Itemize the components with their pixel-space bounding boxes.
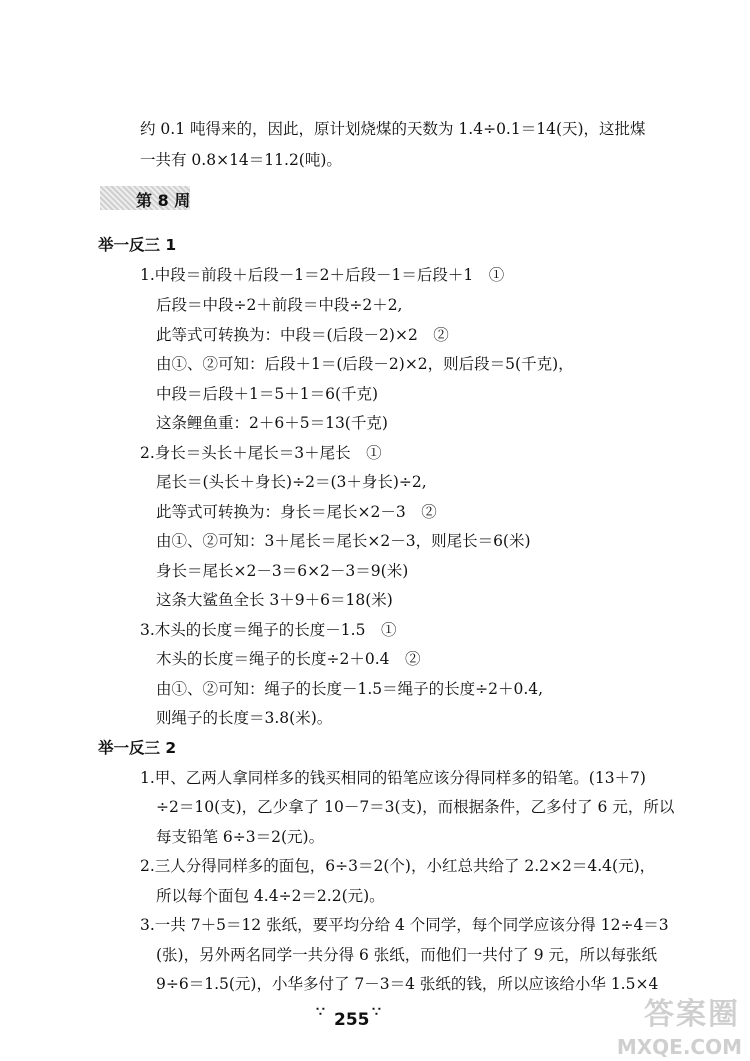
watermark-top-text: 答案圈: [644, 997, 740, 1032]
week-heading: 第 8 周: [136, 191, 191, 210]
text-line: 木头的长度＝绳子的长度÷2＋0.4 ②: [156, 650, 421, 668]
section-heading: 举一反三 1: [98, 236, 177, 254]
text-line: 每支铅笔 6÷3＝2(元)。: [156, 828, 325, 846]
text-line: 由①、②可知：绳子的长度－1.5＝绳子的长度÷2＋0.4,: [156, 680, 544, 698]
text-line: (张)，另外两名同学一共分得 6 张纸，而他们一共付了 9 元，所以每张纸: [156, 946, 658, 964]
text-line: 1.甲、乙两人拿同样多的钱买相同的铅笔应该分得同样多的铅笔。(13＋7): [140, 769, 646, 787]
text-line: 这条鲤鱼重：2＋6＋5＝13(千克): [156, 414, 388, 432]
text-line: 身长＝尾长×2－3＝6×2－3＝9(米): [156, 562, 409, 580]
text-line: 此等式可转换为：身长＝尾长×2－3 ②: [156, 503, 437, 521]
text-line: 中段＝后段＋1＝5＋1＝6(千克): [156, 385, 379, 403]
decorative-dots: ∵: [316, 1004, 325, 1020]
text-line: 后段＝中段÷2＋前段＝中段÷2＋2,: [156, 296, 403, 314]
text-line: 所以每个面包 4.4÷2＝2.2(元)。: [156, 887, 385, 905]
text-line: 3.木头的长度＝绳子的长度－1.5 ①: [140, 621, 397, 639]
section-heading: 举一反三 2: [98, 739, 177, 757]
text-line: 由①、②可知：3＋尾长＝尾长×2－3，则尾长＝6(米): [156, 532, 531, 550]
text-line: 9÷6＝1.5(元)，小华多付了 7－3＝4 张纸的钱，所以应该给小华 1.5×4: [156, 975, 659, 993]
text-line: 则绳子的长度＝3.8(米)。: [156, 709, 333, 727]
text-line: 1.中段＝前段＋后段－1＝2＋后段－1＝后段＋1 ①: [140, 266, 505, 284]
text-line: 由①、②可知：后段＋1＝(后段－2)×2，则后段＝5(千克)，: [156, 355, 574, 373]
text-line: 一共有 0.8×14＝11.2(吨)。: [140, 151, 342, 169]
watermark-logo: [604, 989, 744, 1059]
decorative-dots: ∵: [372, 1004, 381, 1020]
text-line: 2.三人分得同样多的面包，6÷3＝2(个)，小红总共给了 2.2×2＝4.4(元)，: [140, 857, 656, 875]
text-line: 3.一共 7＋5＝12 张纸，要平均分给 4 个同学，每个同学应该分得 12÷4＝3: [140, 916, 669, 934]
page-number: 255: [334, 1010, 370, 1030]
text-line: 2.身长＝头长＋尾长＝3＋尾长 ①: [140, 444, 382, 462]
text-line: 约 0.1 吨得来的，因此，原计划烧煤的天数为 1.4÷0.1＝14(天)，这批煤: [140, 120, 646, 138]
text-line: 这条大鲨鱼全长 3＋9＋6＝18(米): [156, 591, 393, 609]
text-line: 此等式可转换为：中段＝(后段－2)×2 ②: [156, 326, 449, 344]
text-line: 尾长＝(头长＋身长)÷2＝(3＋身长)÷2,: [156, 473, 427, 491]
text-line: ÷2＝10(支)，乙少拿了 10－7＝3(支)，而根据条件，乙多付了 6 元，所以: [156, 798, 675, 816]
watermark-bottom-text: MXQE.COM: [616, 1035, 742, 1059]
